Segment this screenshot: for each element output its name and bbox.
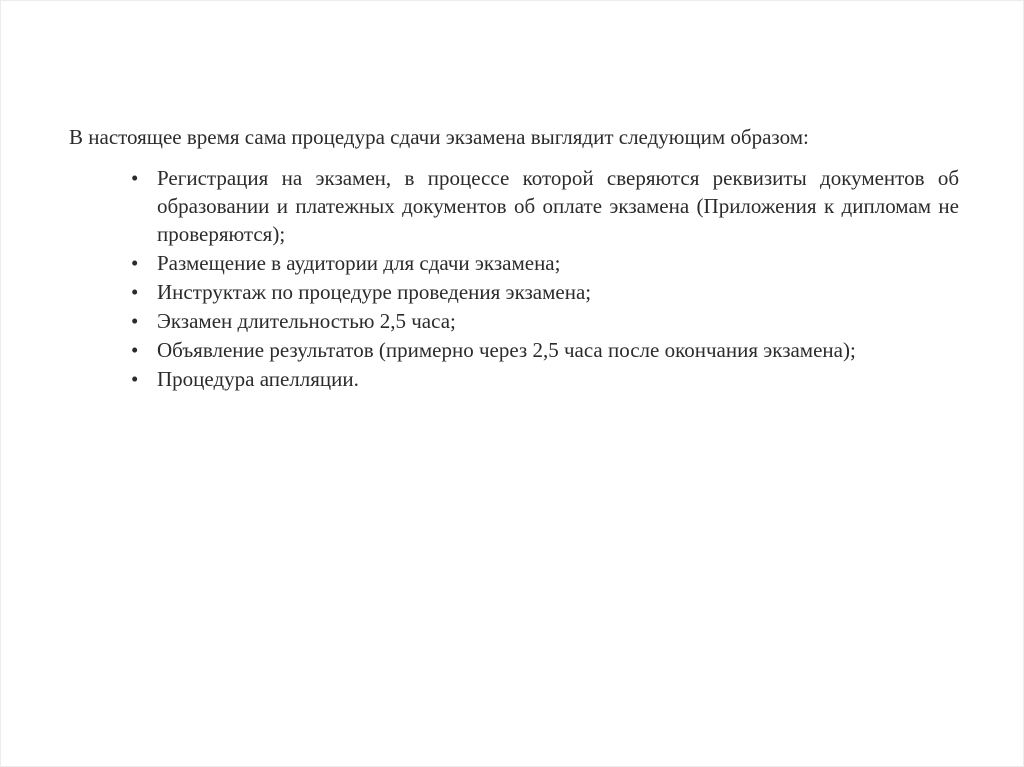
list-item: • Регистрация на экзамен, в процессе которой сверяются реквизиты документов об образовании и платежных документов об оплате экзамена (Приложения к дипломам не проверяются); [131,164,959,248]
list-item: • Экзамен длительностью 2,5 часа; [131,307,959,335]
procedure-list [69,164,959,393]
list-item: • Процедура апелляции. [131,365,959,393]
list-item: • Объявление результатов (примерно через 2,5 часа после окончания экзамена); [131,336,959,364]
intro-text: В настоящее время сама процедура сдачи экзамена выглядит следующим образом: [69,125,809,149]
list-item: • Размещение в аудитории для сдачи экзамена; [131,249,959,277]
slide-content [69,122,959,394]
list-item: • Инструктаж по процедуре проведения экзамена; [131,278,959,306]
